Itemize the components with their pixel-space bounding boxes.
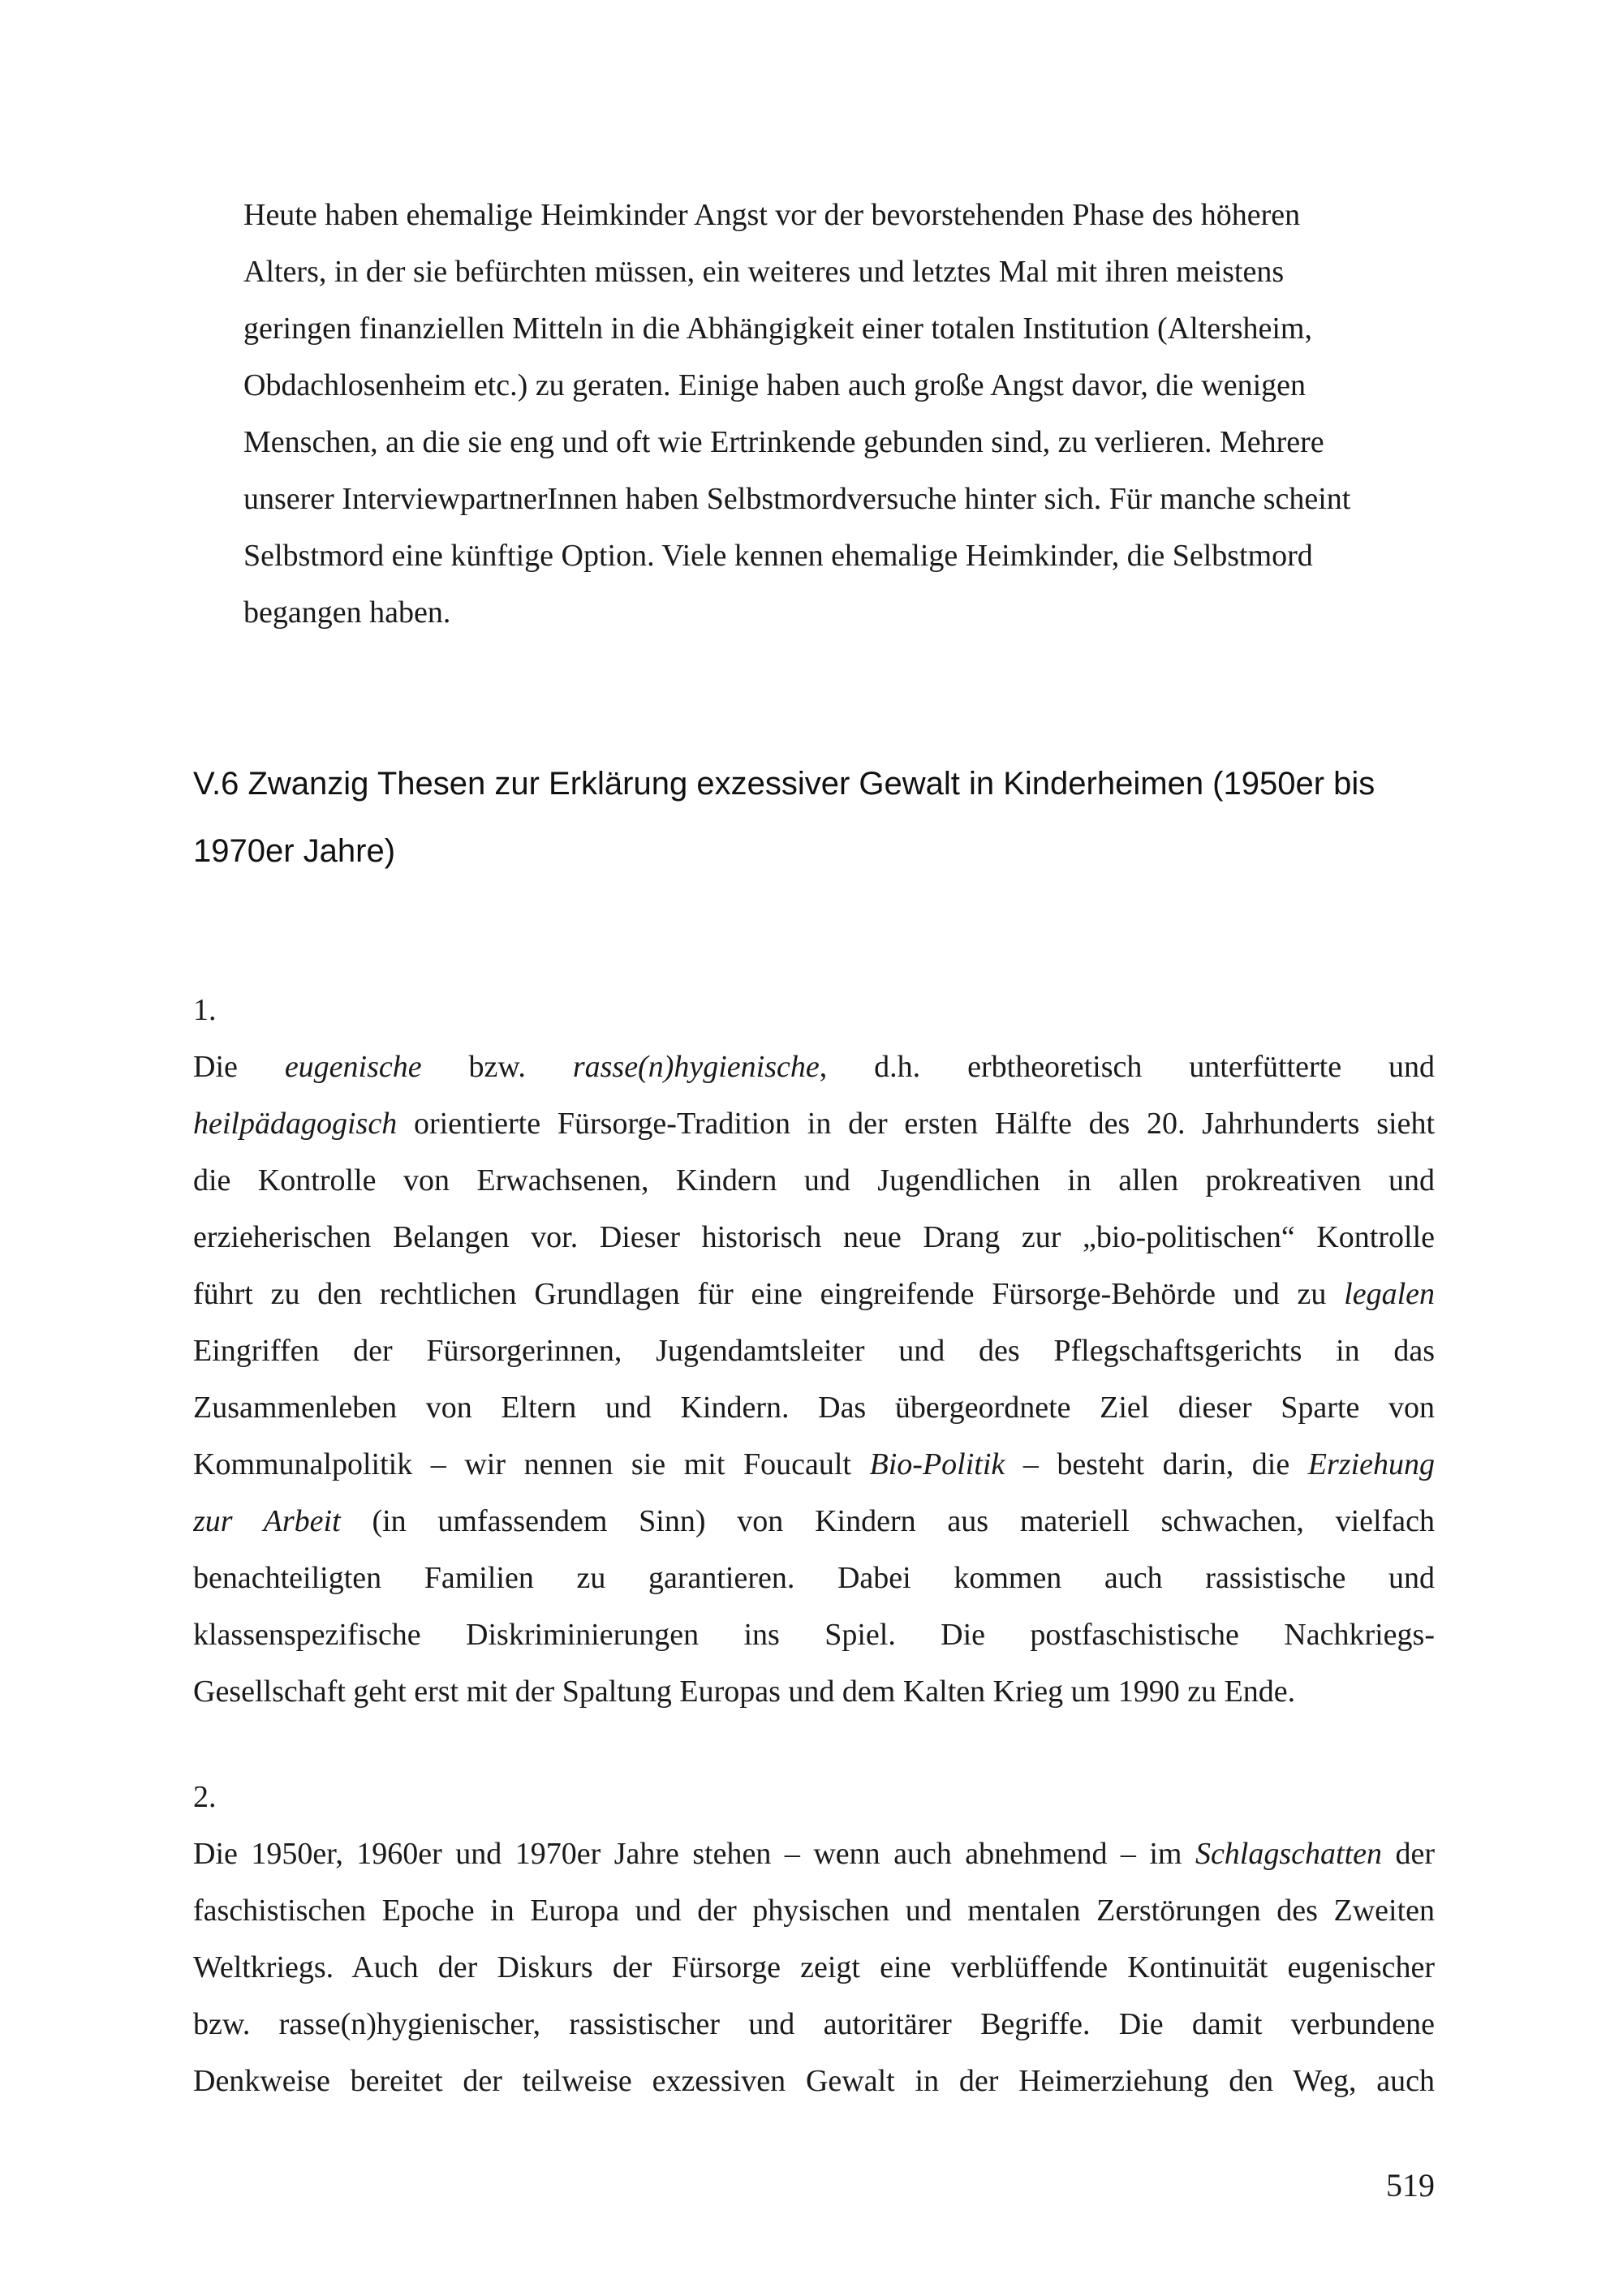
text-line: Eingriffen der Fürsorgerinnen, Jugendamtsleiter und des Pflegschaftsgerichts in das [193,1334,1435,1368]
thesis-1 [193,982,1435,1720]
text-line: Denkweise bereitet der teilweise exzessiven Gewalt in der Heimerziehung den Weg, auch [193,2064,1435,2098]
heading-line-2: 1970er Jahre) [193,833,396,869]
text-line: unserer InterviewpartnerInnen haben Selbstmordversuche hinter sich. Für manche scheint [243,482,1351,516]
text-line: heilpädagogisch orientierte Fürsorge-Tradition in der ersten Hälfte des 20. Jahrhunderts sieht [193,1107,1435,1141]
text-line: Weltkriegs. Auch der Diskurs der Fürsorge zeigt eine verblüffende Kontinuität eugenischer [193,1950,1435,1984]
thesis-2 [193,1769,1435,2109]
text-line: Heute haben ehemalige Heimkinder Angst vor der bevorstehenden Phase des höheren [243,198,1301,232]
thesis-number: 1. [193,993,217,1027]
text-line: erzieherischen Belangen vor. Dieser historisch neue Drang zur „bio-politischen“ Kontrolle [193,1220,1435,1254]
text-line: Alters, in der sie befürchten müssen, ein weiteres und letztes Mal mit ihren meistens [243,255,1285,289]
text-line: führt zu den rechtlichen Grundlagen für eine eingreifende Fürsorge-Behörde und zu legalen [193,1277,1435,1311]
indented-paragraph [243,187,1428,641]
text-line: Die 1950er, 1960er und 1970er Jahre stehen – wenn auch abnehmend – im Schlagschatten der [193,1837,1435,1871]
text-line: die Kontrolle von Erwachsenen, Kindern und Jugendlichen in allen prokreativen und [193,1163,1435,1197]
text-line: Obdachlosenheim etc.) zu geraten. Einige haben auch große Angst davor, die wenigen [243,368,1307,402]
text-line: klassenspezifische Diskriminierungen ins Spiel. Die postfaschistische Nachkriegs- [193,1618,1435,1652]
text-line: begangen haben. [243,595,451,630]
text-line: Gesellschaft geht erst mit der Spaltung Europas und dem Kalten Krieg um 1990 zu Ende. [193,1675,1296,1709]
text-line: Zusammenleben von Eltern und Kindern. Das übergeordnete Ziel dieser Sparte von [193,1391,1435,1425]
text-line: Kommunalpolitik – wir nennen sie mit Foucault Bio-Politik – besteht darin, die Erziehung [193,1447,1435,1481]
text-line: Die eugenische bzw. rasse(n)hygienische, d.h. erbtheoretisch unterfütterte und [193,1050,1435,1084]
section-heading [193,750,1443,885]
thesis-number: 2. [193,1780,217,1814]
heading-line-1: V.6 Zwanzig Thesen zur Erklärung exzessiver Gewalt in Kinderheimen (1950er bis [193,766,1375,802]
text-line: Selbstmord eine künftige Option. Viele kennen ehemalige Heimkinder, die Selbstmord [243,539,1313,573]
text-line: zur Arbeit (in umfassendem Sinn) von Kindern aus materiell schwachen, vielfach [193,1504,1435,1538]
text-line: faschistischen Epoche in Europa und der physischen und mentalen Zerstörungen des Zweiten [193,1894,1435,1928]
page-number: 519 [1386,2167,1435,2204]
text-line: Menschen, an die sie eng und oft wie Ertrinkende gebunden sind, zu verlieren. Mehrere [243,425,1324,459]
text-line: bzw. rasse(n)hygienischer, rassistischer und autoritärer Begriffe. Die damit verbundene [193,2007,1435,2041]
text-line: benachteiligten Familien zu garantieren. Dabei kommen auch rassistische und [193,1561,1435,1595]
text-line: geringen finanziellen Mitteln in die Abhängigkeit einer totalen Institution (Altersheim, [243,312,1312,346]
